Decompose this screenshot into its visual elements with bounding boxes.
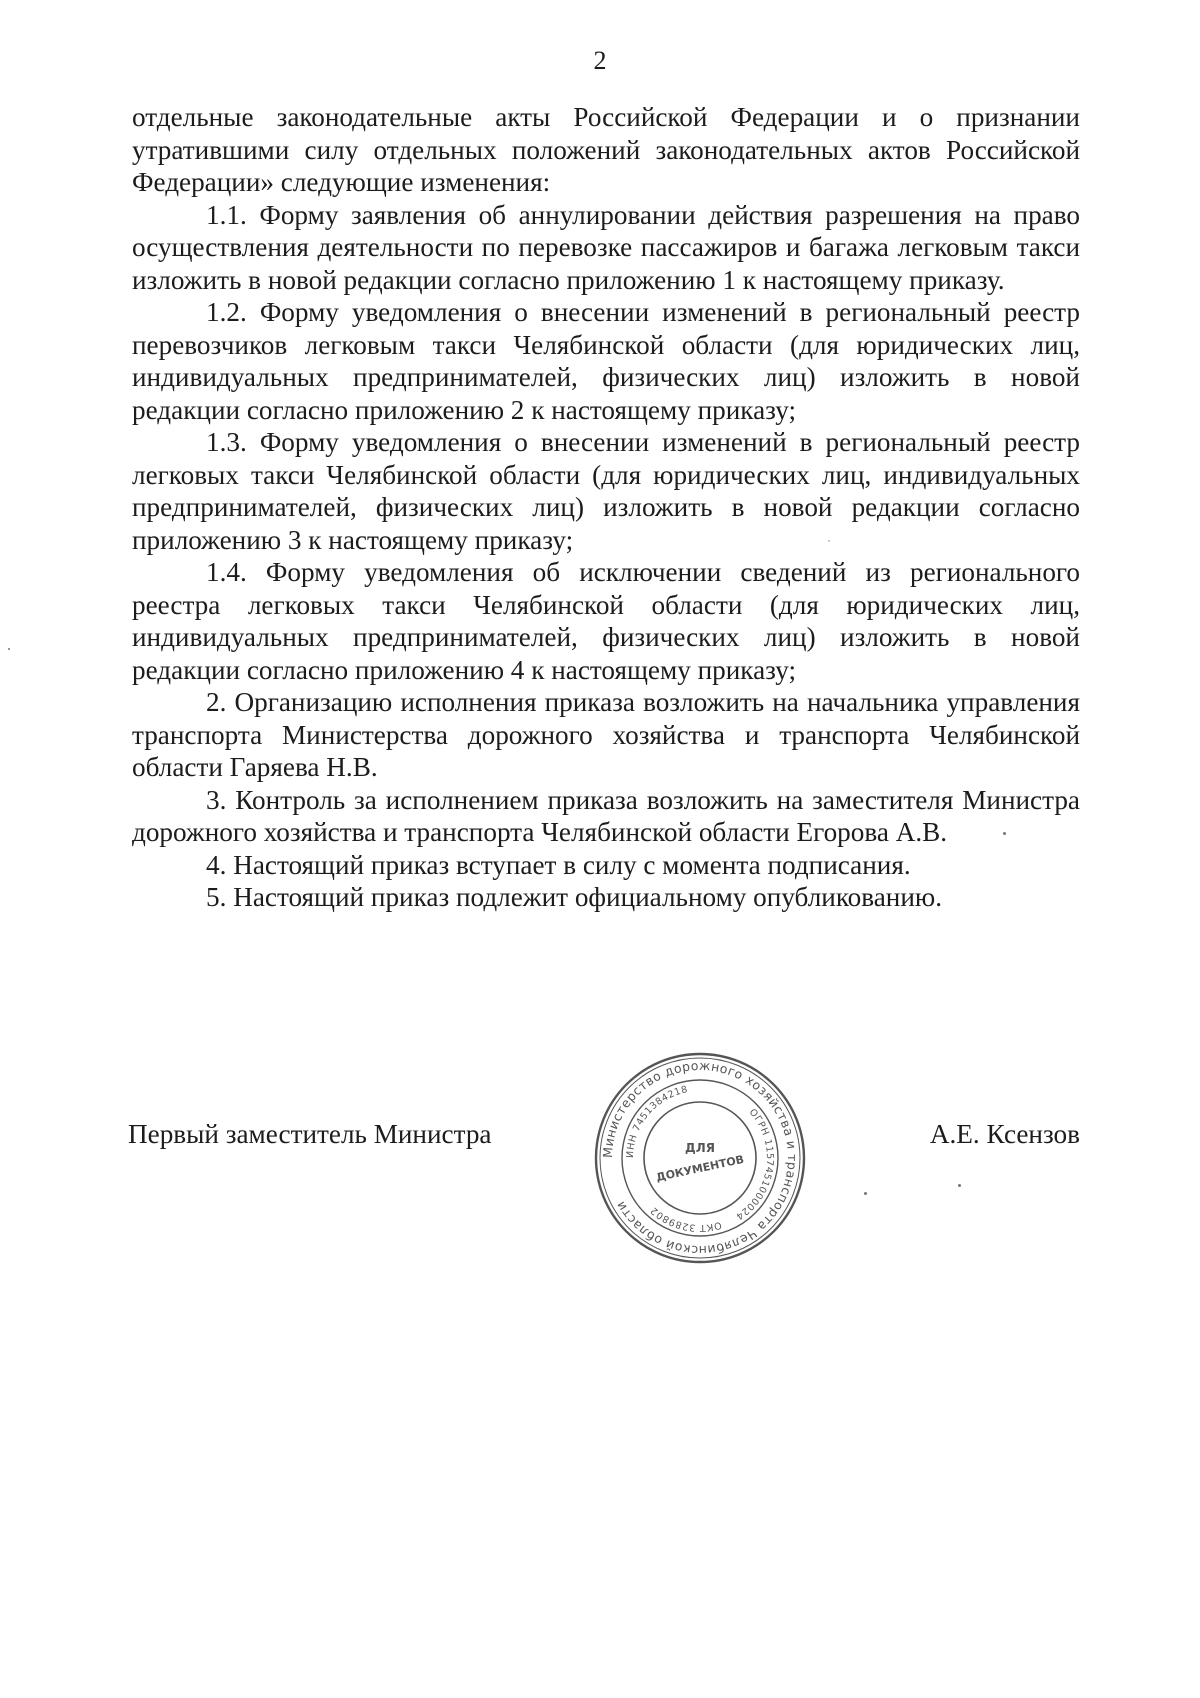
paragraph-item-1-1: 1.1. Форму заявления об аннулировании действия разрешения на право осуществления деятельности по перевозке пассажиров и багажа легковым такси изложить в новой редакции согласно приложению 1 к настоящему приказу. [132,199,1080,295]
signer-name: А.Е. Ксензов [929,1119,1080,1149]
paragraph-item-1-2: 1.2. Форму уведомления о внесении изменений в региональный реестр перевозчиков легковым такси Челябинской области (для юридических лиц, индивидуальных предпринимателей, физических лиц) изложить в новой редакции согласно приложению 2 к настоящему приказу; [132,297,1080,425]
paragraph-item-1-4: 1.4. Форму уведомления об исключении сведений из регионального реестра легковых такси Челябинской области (для юридических лиц, индивидуальных предпринимателей, физических лиц) изложить в новой редакции согласно приложению 4 к настоящему приказу; [132,557,1080,685]
seal-okpo-text: ОКТ 3289802 [648,1204,723,1234]
document-body [132,101,1080,914]
paragraph-item-2: 2. Организацию исполнения приказа возложить на начальника управления транспорта Министерства дорожного хозяйства и транспорта Челябинской области Гаряева Н.В. [132,687,1080,782]
seal-ring-text: Министерство дорожного хозяйства и транспорта Челябинской области [599,1057,801,1259]
scan-speck [958,1184,961,1187]
page-number: 2 [593,46,607,75]
scan-speck [1003,832,1006,835]
seal-inn-text: ИНН 7451384218 [624,1084,690,1159]
seal-center-line1: ДЛЯ [685,1141,715,1155]
paragraph-preamble-continuation: отдельные законодательные акты Российской Федерации и о признании утратившими силу отдельных положений законодательных актов Российской Федерации» следующие изменения: [132,102,1080,197]
seal-graphic [590,1048,810,1268]
seal-ogrn-text: ОГРН 1157451000024 [733,1106,776,1222]
scan-speck [8,648,10,650]
paragraph-item-5: 5. Настоящий приказ подлежит официальному опубликованию. [206,882,942,912]
scan-speck [864,1192,867,1195]
scan-speck [828,540,830,542]
seal-center-line2: ДОКУМЕНТОВ [654,1152,746,1185]
signer-title: Первый заместитель Министра [128,1119,492,1149]
official-seal-stamp [590,1048,810,1268]
paragraph-item-3: 3. Контроль за исполнением приказа возложить на заместителя Министра дорожного хозяйства и транспорта Челябинской области Егорова А.В. [132,784,1080,847]
paragraph-item-1-3: 1.3. Форму уведомления о внесении изменений в региональный реестр легковых такси Челябинской области (для юридических лиц, индивидуальных предпринимателей, физических лиц) изложить в новой редакции согласно приложению 3 к настоящему приказу; [132,427,1080,555]
paragraph-item-4: 4. Настоящий приказ вступает в силу с момента подписания. [206,849,911,880]
